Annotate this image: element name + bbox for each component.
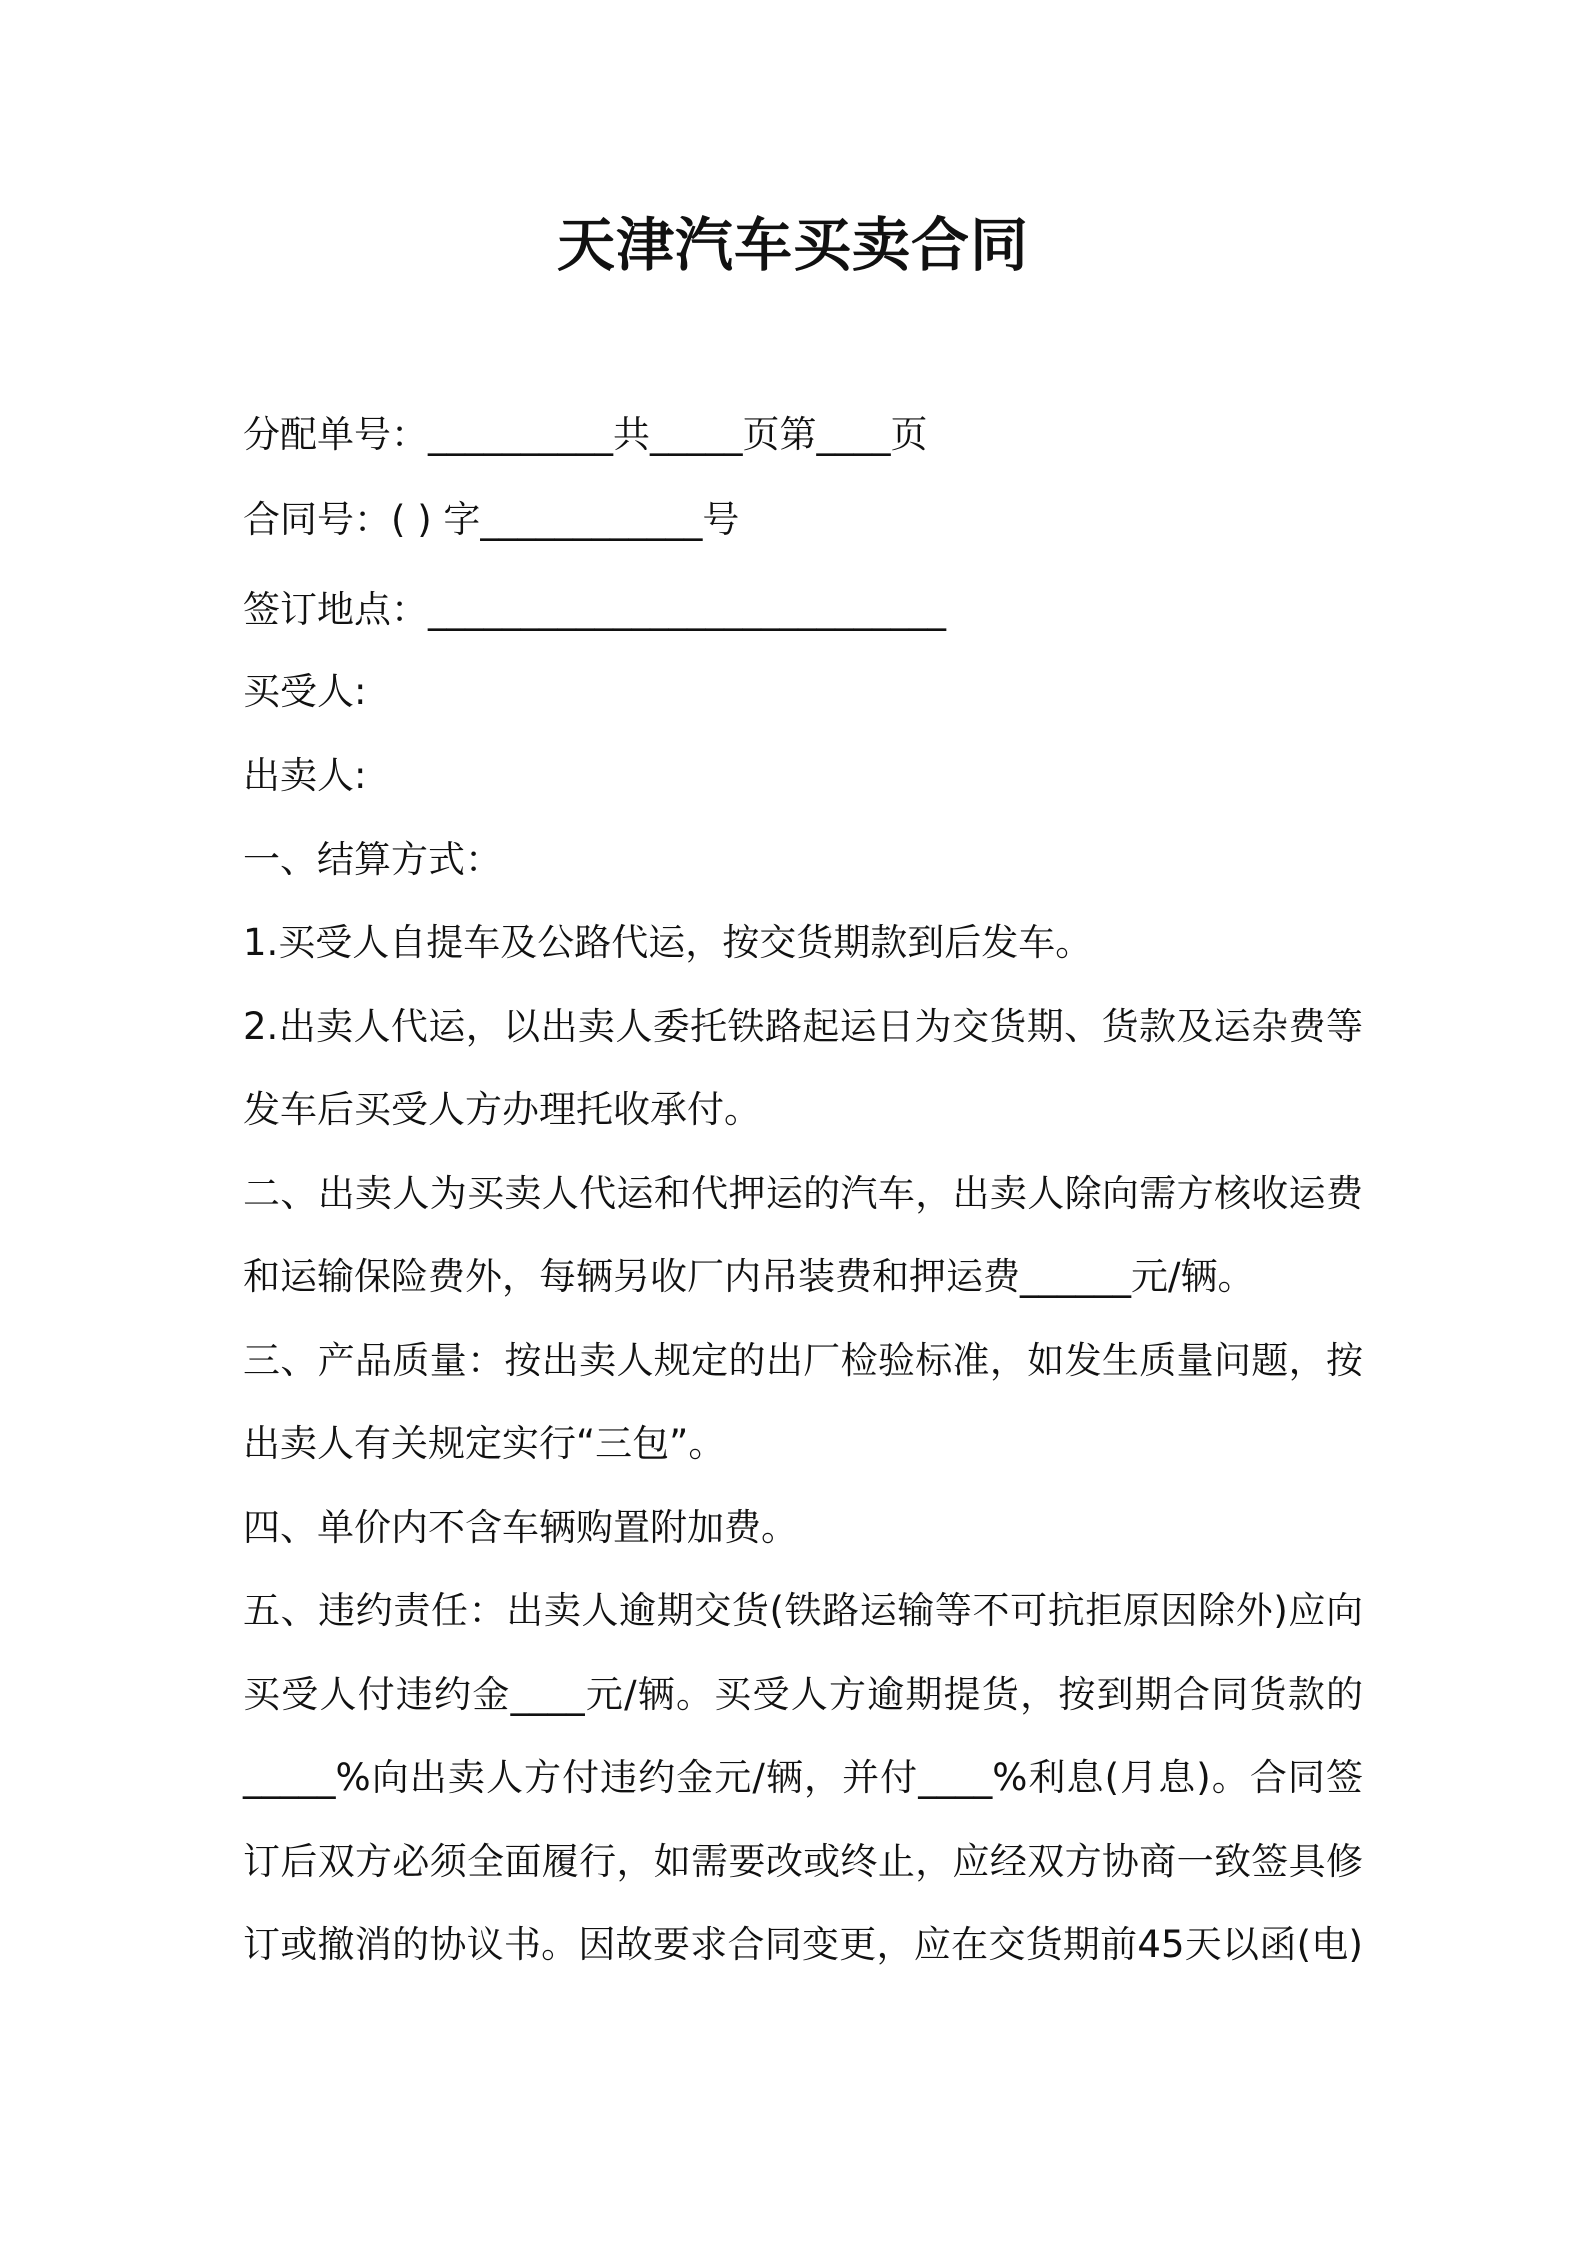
clause-line: 三、产品质量：按出卖人规定的出厂检验标准，如发生质量问题，按 <box>243 1339 1363 1382</box>
field-seller: 出卖人: <box>243 754 367 797</box>
field-signing-place: 签订地点：____________________________ <box>243 588 946 631</box>
section-heading-settlement: 一、结算方式： <box>243 838 502 881</box>
clause-line: _____%向出卖人方付违约金元/辆，并付____%利息(月息)。合同签 <box>243 1756 1363 1799</box>
clause-line: 1.买受人自提车及公路代运，按交货期款到后发车。 <box>243 921 1093 964</box>
clause-line: 买受人付违约金____元/辆。买受人方逾期提货，按到期合同货款的 <box>243 1673 1363 1716</box>
document-title: 天津汽车买卖合同 <box>556 211 1029 279</box>
clause-line: 五、违约责任：出卖人逾期交货(铁路运输等不可抗拒原因除外)应向 <box>243 1589 1363 1632</box>
clause-line: 2.出卖人代运，以出卖人委托铁路起运日为交货期、货款及运杂费等 <box>243 1005 1363 1048</box>
clause-line: 和运输保险费外，每辆另收厂内吊装费和押运费______元/辆。 <box>243 1255 1255 1298</box>
field-buyer: 买受人: <box>243 670 367 713</box>
clause-line: 订后双方必须全面履行，如需要改或终止，应经双方协商一致签具修 <box>243 1840 1363 1883</box>
clause-line: 出卖人有关规定实行“三包”。 <box>243 1422 726 1465</box>
clause-line: 订或撤消的协议书。因故要求合同变更，应在交货期前45天以函(电) <box>243 1923 1363 1966</box>
field-allocation-number: 分配单号：__________共_____页第____页 <box>243 413 928 456</box>
clause-line: 四、单价内不含车辆购置附加费。 <box>243 1506 798 1549</box>
clause-line: 二、出卖人为买卖人代运和代押运的汽车，出卖人除向需方核收运费 <box>243 1172 1363 1215</box>
clause-line: 发车后买受人方办理托收承付。 <box>243 1088 761 1131</box>
field-contract-number: 合同号：( ) 字____________号 <box>243 498 740 541</box>
